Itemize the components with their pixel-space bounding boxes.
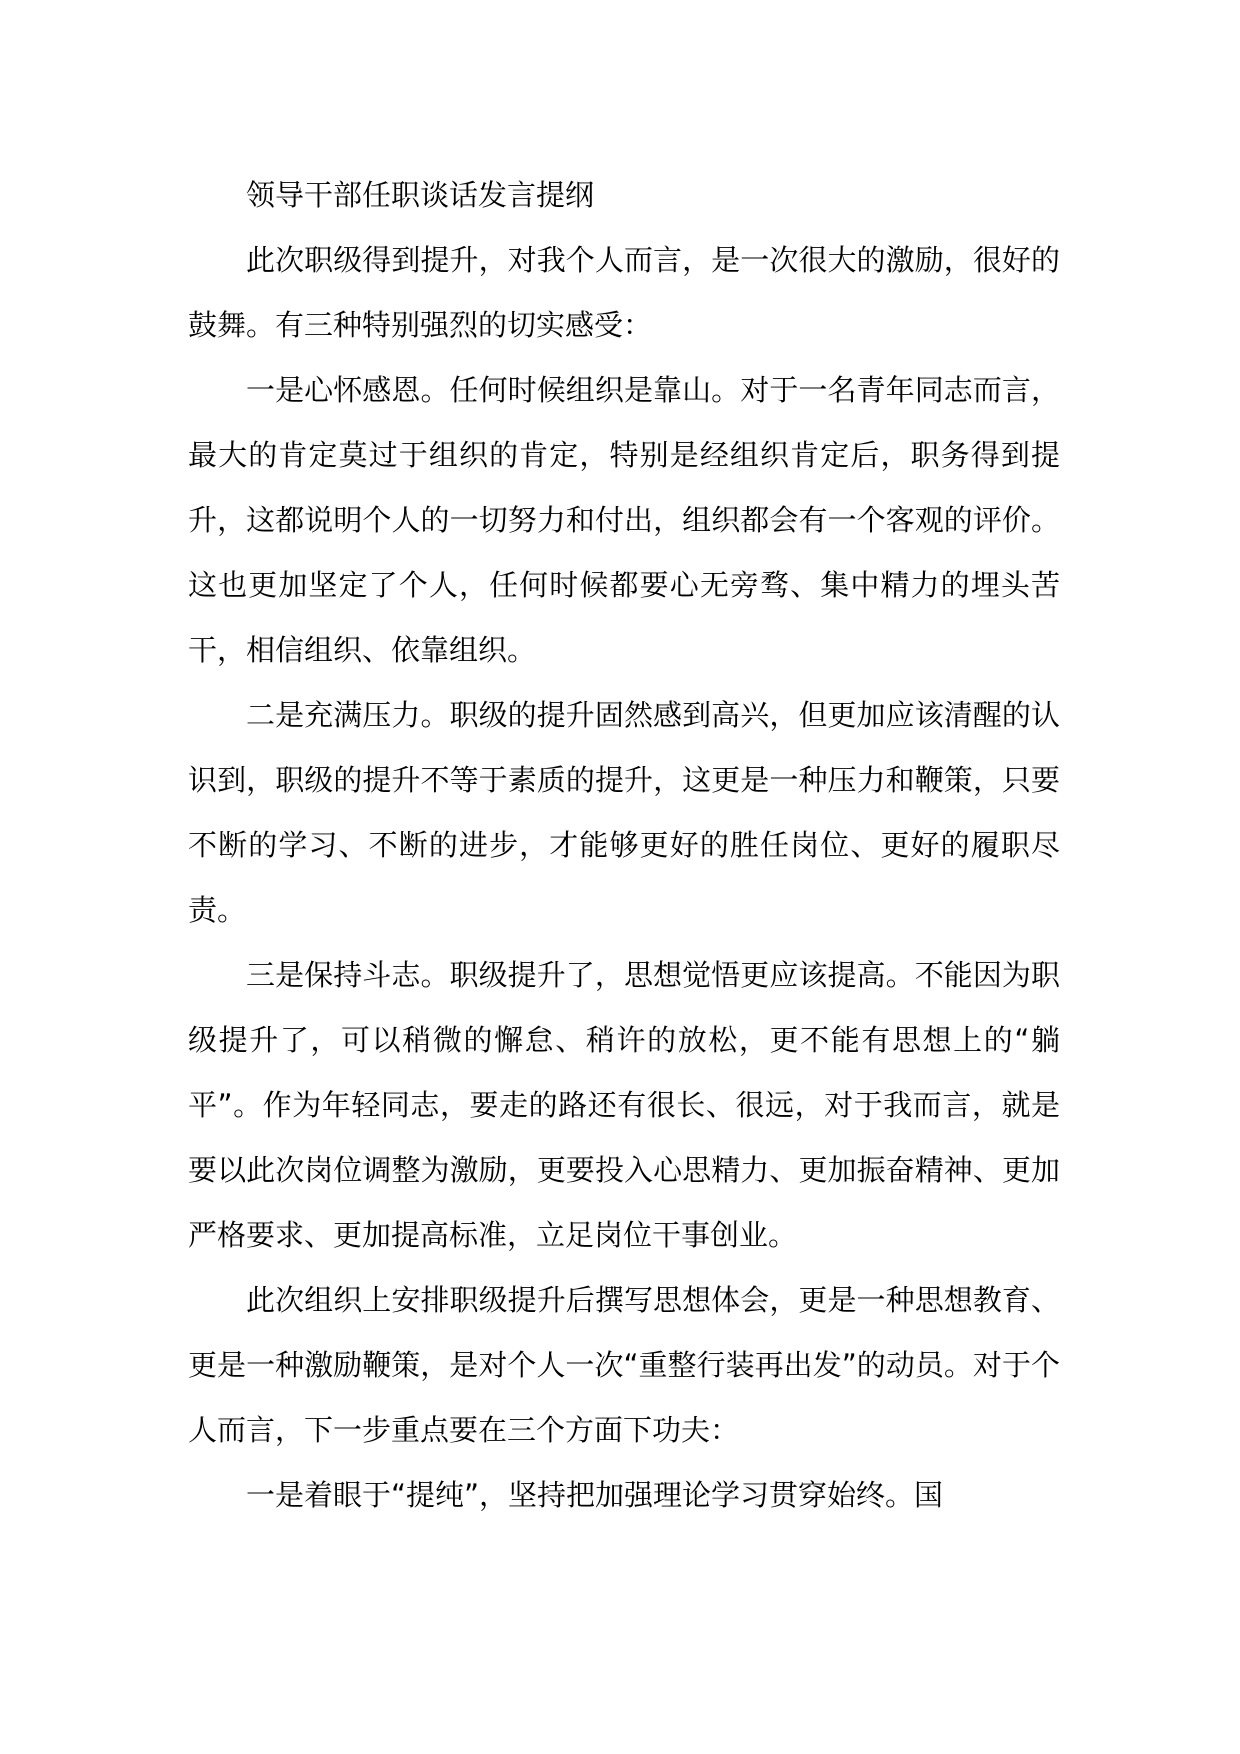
paragraph: 此次职级得到提升，对我个人而言，是一次很大的激励，很好的鼓舞。有三种特别强烈的切实感受： xyxy=(188,243,1060,342)
paragraph: 二是充满压力。职级的提升固然感到高兴，但更加应该清醒的认识到，职级的提升不等于素质的提升，这更是一种压力和鞭策，只要不断的学习、不断的进步，才能够更好的胜任岗位、更好的履职尽责。 xyxy=(188,698,1060,927)
document-body xyxy=(188,163,1060,1528)
paragraph: 一是心怀感恩。任何时候组织是靠山。对于一名青年同志而言，最大的肯定莫过于组织的肯定，特别是经组织肯定后，职务得到提升，这都说明个人的一切努力和付出，组织都会有一个客观的评价。这也更加坚定了个人，任何时候都要心无旁骛、集中精力的埋头苦干，相信组织、依靠组织。 xyxy=(188,373,1060,667)
document-title: 领导干部任职谈话发言提纲 xyxy=(246,178,595,212)
paragraph: 此次组织上安排职级提升后撰写思想体会，更是一种思想教育、更是一种激励鞭策，是对个人一次“重整行装再出发”的动员。对于个人而言，下一步重点要在三个方面下功夫： xyxy=(188,1283,1060,1447)
paragraph: 三是保持斗志。职级提升了，思想觉悟更应该提高。不能因为职级提升了，可以稍微的懈怠、稍许的放松，更不能有思想上的“躺平”。作为年轻同志，要走的路还有很长、很远，对于我而言，就是要以此次岗位调整为激励，更要投入心思精力、更加振奋精神、更加严格要求、更加提高标准，立足岗位干事创业。 xyxy=(188,958,1060,1252)
paragraph: 一是着眼于“提纯”，坚持把加强理论学习贯穿始终。国 xyxy=(246,1478,944,1512)
